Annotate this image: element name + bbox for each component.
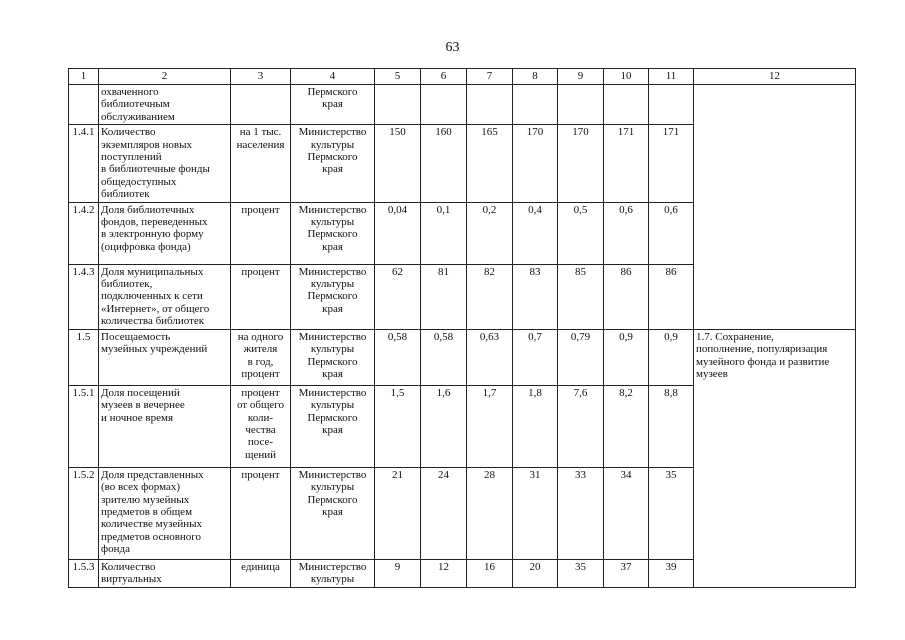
value-cell: 86	[604, 264, 649, 329]
value-cell: 160	[421, 125, 467, 202]
responsible-cell: Министерство культуры	[291, 559, 375, 587]
table-row	[69, 329, 856, 385]
value-cell: 165	[467, 125, 513, 202]
indicator-name-cell: Доля посещений музеев в вечернее и ночное время	[99, 385, 231, 467]
value-cell: 0,58	[375, 329, 421, 385]
row-id-cell: 1.4.1	[69, 125, 99, 202]
indicator-name-cell: Количество виртуальных	[99, 559, 231, 587]
value-cell: 0,04	[375, 202, 421, 264]
value-cell: 0,2	[467, 202, 513, 264]
program-event-cell	[694, 85, 856, 330]
value-cell: 37	[604, 559, 649, 587]
unit-cell: процент от общего коли- чества посе- щений	[231, 385, 291, 467]
value-cell: 31	[513, 467, 558, 559]
value-cell: 35	[558, 559, 604, 587]
value-cell: 170	[558, 125, 604, 202]
value-cell: 86	[649, 264, 694, 329]
header-row	[69, 69, 856, 85]
value-cell: 16	[467, 559, 513, 587]
value-cell: 0,9	[604, 329, 649, 385]
value-cell: 8,2	[604, 385, 649, 467]
header-cell: 9	[558, 69, 604, 85]
row-id-cell: 1.5	[69, 329, 99, 385]
value-cell: 7,6	[558, 385, 604, 467]
value-cell	[467, 85, 513, 125]
responsible-cell: Министерство культуры Пермского края	[291, 264, 375, 329]
unit-cell: единица	[231, 559, 291, 587]
value-cell: 9	[375, 559, 421, 587]
value-cell: 0,7	[513, 329, 558, 385]
responsible-cell: Министерство культуры Пермского края	[291, 125, 375, 202]
row-id-cell: 1.4.2	[69, 202, 99, 264]
indicator-name-cell: Доля представленных (во всех формах) зрителю музейных предметов в общем количестве музейных предметов основного фонда	[99, 467, 231, 559]
indicators-table	[68, 68, 856, 588]
header-cell: 2	[99, 69, 231, 85]
value-cell: 1,8	[513, 385, 558, 467]
value-cell: 0,9	[649, 329, 694, 385]
indicator-name-cell: Доля муниципальных библиотек, подключенных к сети «Интернет», от общего количества библиотек	[99, 264, 231, 329]
value-cell: 1,7	[467, 385, 513, 467]
value-cell: 33	[558, 467, 604, 559]
value-cell: 83	[513, 264, 558, 329]
value-cell	[558, 85, 604, 125]
value-cell: 0,5	[558, 202, 604, 264]
value-cell: 82	[467, 264, 513, 329]
value-cell: 8,8	[649, 385, 694, 467]
header-cell: 8	[513, 69, 558, 85]
indicator-name-cell: Посещаемость музейных учреждений	[99, 329, 231, 385]
value-cell: 39	[649, 559, 694, 587]
row-id-cell: 1.4.3	[69, 264, 99, 329]
header-cell: 5	[375, 69, 421, 85]
header-cell: 4	[291, 69, 375, 85]
value-cell: 0,6	[604, 202, 649, 264]
value-cell: 12	[421, 559, 467, 587]
row-id-cell	[69, 85, 99, 125]
value-cell: 85	[558, 264, 604, 329]
value-cell: 35	[649, 467, 694, 559]
header-cell: 7	[467, 69, 513, 85]
value-cell: 1,5	[375, 385, 421, 467]
value-cell	[513, 85, 558, 125]
value-cell: 1,6	[421, 385, 467, 467]
responsible-cell: Министерство культуры Пермского края	[291, 467, 375, 559]
value-cell: 170	[513, 125, 558, 202]
header-cell: 11	[649, 69, 694, 85]
program-event-cell: 1.7. Сохранение, пополнение, популяризация музейного фонда и развитие музеев	[694, 329, 856, 587]
value-cell	[604, 85, 649, 125]
header-cell: 3	[231, 69, 291, 85]
value-cell: 0,4	[513, 202, 558, 264]
header-cell: 10	[604, 69, 649, 85]
value-cell: 20	[513, 559, 558, 587]
page-number: 63	[445, 40, 460, 55]
value-cell: 0,1	[421, 202, 467, 264]
value-cell: 0,58	[421, 329, 467, 385]
unit-cell: процент	[231, 264, 291, 329]
indicator-name-cell: охваченного библиотечным обслуживанием	[99, 85, 231, 125]
row-id-cell: 1.5.2	[69, 467, 99, 559]
unit-cell: процент	[231, 467, 291, 559]
header-cell: 1	[69, 69, 99, 85]
unit-cell	[231, 85, 291, 125]
unit-cell: на одного жителя в год, процент	[231, 329, 291, 385]
value-cell: 81	[421, 264, 467, 329]
value-cell: 24	[421, 467, 467, 559]
value-cell	[421, 85, 467, 125]
value-cell: 0,79	[558, 329, 604, 385]
indicator-name-cell: Доля библиотечных фондов, переведенных в электронную форму (оцифровка фонда)	[99, 202, 231, 264]
unit-cell: на 1 тыс. населения	[231, 125, 291, 202]
value-cell: 171	[649, 125, 694, 202]
responsible-cell: Министерство культуры Пермского края	[291, 329, 375, 385]
row-id-cell: 1.5.1	[69, 385, 99, 467]
value-cell: 34	[604, 467, 649, 559]
value-cell: 0,6	[649, 202, 694, 264]
responsible-cell: Министерство культуры Пермского края	[291, 202, 375, 264]
table-row	[69, 85, 856, 125]
value-cell: 171	[604, 125, 649, 202]
unit-cell: процент	[231, 202, 291, 264]
row-id-cell: 1.5.3	[69, 559, 99, 587]
value-cell: 21	[375, 467, 421, 559]
value-cell: 150	[375, 125, 421, 202]
value-cell: 0,63	[467, 329, 513, 385]
header-cell: 6	[421, 69, 467, 85]
value-cell: 62	[375, 264, 421, 329]
value-cell	[649, 85, 694, 125]
responsible-cell: Пермского края	[291, 85, 375, 125]
value-cell	[375, 85, 421, 125]
value-cell: 28	[467, 467, 513, 559]
responsible-cell: Министерство культуры Пермского края	[291, 385, 375, 467]
indicator-name-cell: Количество экземпляров новых поступлений в библиотечные фонды общедоступных библиотек	[99, 125, 231, 202]
header-cell: 12	[694, 69, 856, 85]
